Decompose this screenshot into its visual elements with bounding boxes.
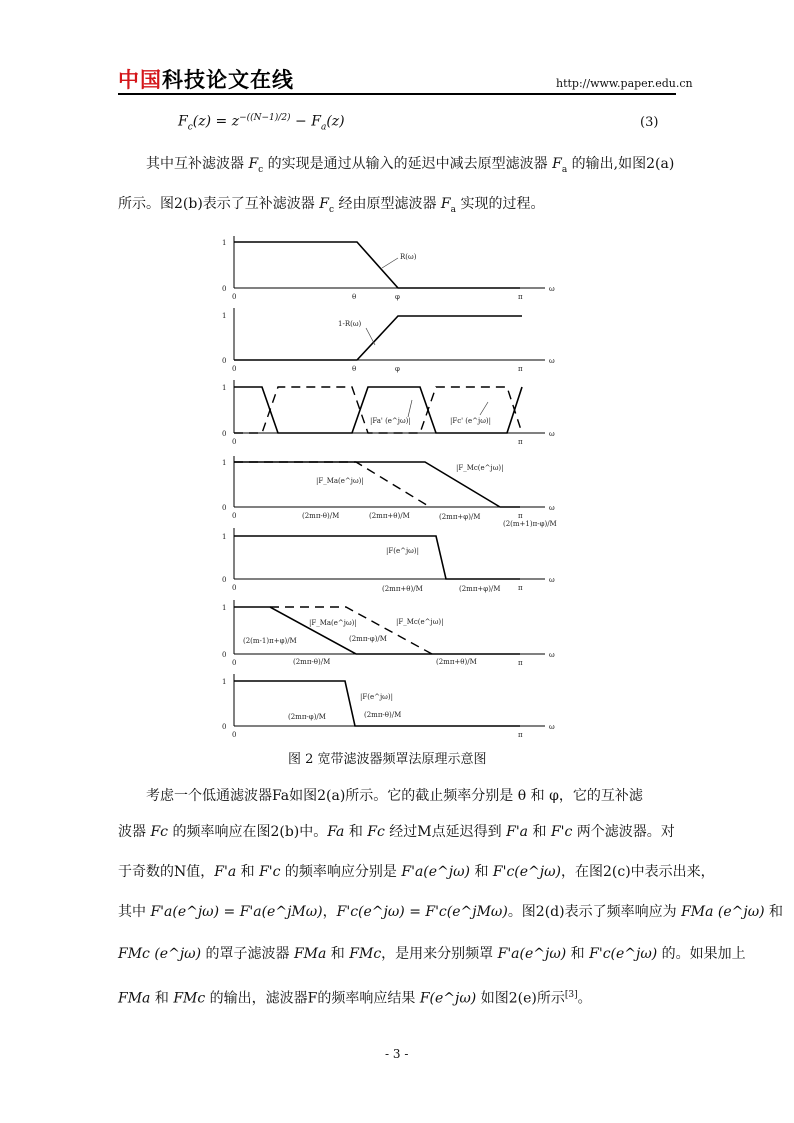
logo-red-text: 中国: [118, 68, 162, 92]
tick-zero: 0: [222, 285, 227, 293]
p2-text: ，在图2(c)中表示出来，: [561, 864, 715, 880]
p2-fmc-e: FMc (e^jω): [118, 946, 202, 962]
panel-f-tick: (2mπ+θ)/M: [436, 658, 477, 666]
tick-pi: π: [518, 731, 523, 739]
tick-pi: π: [518, 512, 523, 520]
panel-b-leader: [366, 328, 375, 345]
axis-omega: ω: [549, 357, 555, 365]
p2-fa-prime: F'a: [214, 864, 237, 880]
p2-text: 经过M点延迟得到: [384, 824, 507, 840]
p2-text: 于奇数的N值，: [118, 864, 215, 880]
p1-text: 实现的过程。: [456, 196, 545, 212]
panel-d-tick: (2mπ-θ)/M: [302, 512, 340, 520]
p2-fa: Fa: [327, 824, 345, 840]
page-number: - 3 -: [385, 1047, 409, 1061]
p2-fa-prime-e: F'a(e^jω): [401, 864, 470, 880]
eq-exp: −((N−1)/2): [239, 113, 291, 123]
tick-phi: φ: [395, 293, 400, 301]
logo-black-text: 科技论文在线: [162, 68, 294, 92]
p2-text: 的频率响应分别是: [280, 864, 402, 880]
axis-omega: ω: [549, 504, 555, 512]
panel-c-leader: [480, 402, 488, 415]
tick-one: 1: [222, 604, 227, 612]
p2-text: 和: [528, 824, 551, 840]
tick-theta: θ: [352, 293, 357, 301]
p2-text: 波器: [118, 824, 151, 840]
p2-text: 和: [326, 946, 350, 962]
eq-arg: (z) = z: [192, 113, 240, 130]
panel-c-leader: [408, 400, 412, 417]
panel-g: [222, 674, 555, 739]
p1-fa-sub: a: [450, 204, 457, 215]
p1-text: 的实现是通过从输入的延迟中减去原型滤波器: [263, 156, 553, 172]
panel-e-tick: (2mπ+θ)/M: [382, 585, 423, 593]
eq-lhs-sub: c: [187, 122, 193, 133]
tick-theta: θ: [352, 365, 357, 373]
panel-a-curve: [234, 242, 520, 288]
p1-fc: F: [319, 196, 329, 212]
p2-text: ，是用来分别频罩: [381, 946, 498, 962]
p1-fc: F: [248, 156, 259, 172]
eq-lhs: F: [178, 113, 188, 130]
panel-d-tick: (2mπ+φ)/M: [439, 513, 481, 521]
p2-fmc: FMc: [349, 946, 382, 962]
figure-caption: 图 2 宽带滤波器频罩法原理示意图: [288, 752, 487, 767]
p2-text: 和: [764, 904, 784, 920]
p2-text: 的频率响应在图2(b)中。: [168, 824, 328, 840]
panel-g-tick: (2mπ-φ)/M: [288, 713, 326, 721]
p2-text: 和: [566, 946, 590, 962]
citation-ref[interactable]: [3]: [564, 990, 578, 1000]
tick-zero: 0: [222, 504, 227, 512]
p2-text: 和: [470, 864, 493, 880]
tick-zero: 0: [222, 723, 227, 731]
tick-zero: 0: [222, 576, 227, 584]
panel-a-label: R(ω): [400, 253, 417, 261]
panel-f-tick: (2mπ-θ)/M: [293, 658, 331, 666]
panel-f-label-c: |F_Mc(e^jω)|: [396, 618, 444, 626]
p1-text: 所示。图2(b)表示了互补滤波器: [118, 196, 320, 212]
tick-one: 1: [222, 239, 227, 247]
tick-pi: π: [518, 659, 523, 667]
p2-text: 其中: [118, 904, 151, 920]
equation-number: (3): [640, 115, 659, 130]
p2-text: 。图2(d)表示了频率响应为: [507, 904, 682, 920]
p1-text: 其中互补滤波器: [146, 156, 249, 172]
tick-x-zero: 0: [232, 365, 237, 373]
p1-fc-sub: c: [258, 164, 264, 175]
panel-b-curve: [234, 316, 522, 360]
p1-text: 的输出,如图2(a): [567, 156, 675, 172]
p2-text: 和: [344, 824, 368, 840]
p2-fma: FMa: [293, 946, 327, 962]
p1-text: 经由原型滤波器: [334, 196, 441, 212]
axis-omega: ω: [549, 576, 555, 584]
panel-d-label-a: |F_Ma(e^jω)|: [316, 477, 364, 485]
panel-d-tick: (2mπ+θ)/M: [369, 512, 410, 520]
p2-fc: Fc: [367, 824, 385, 840]
panel-e-curve: [234, 536, 520, 579]
tick-one: 1: [222, 678, 227, 686]
p2-fc-eq: F'c(e^jω) = F'c(e^jMω): [336, 904, 508, 920]
tick-one: 1: [222, 384, 227, 392]
para2-line1: 考虑一个低通滤波器Fa如图2(a)所示。它的截止频率分别是 θ 和 φ，它的互补滤: [146, 788, 643, 804]
p2-text: 的输出，滤波器F的频率响应结果: [205, 990, 420, 1007]
tick-pi: π: [518, 438, 523, 446]
p1-fc-sub: c: [328, 204, 335, 215]
para2-line2: [118, 823, 678, 841]
tick-pi: π: [518, 584, 523, 592]
panel-d-label-c: |F_Mc(e^jω)|: [456, 464, 504, 472]
p2-fc-prime: F'c: [550, 824, 573, 840]
tick-x-zero: 0: [232, 731, 237, 739]
p1-fa: F: [440, 196, 451, 212]
panel-c-label-c: |Fc' (e^jω)|: [450, 417, 491, 425]
p2-text: 和: [236, 864, 260, 880]
panel-f: [222, 600, 555, 667]
panel-f-tick: (2mπ-φ)/M: [349, 635, 387, 643]
p2-fma-e: FMa (e^jω): [681, 904, 765, 920]
panel-g-tick: (2mπ-θ)/M: [364, 711, 402, 719]
p2-text: 如图2(e)所示: [476, 990, 565, 1007]
panel-f-curve-c: [270, 607, 432, 654]
panel-c: [222, 380, 555, 446]
tick-zero: 0: [222, 651, 227, 659]
p2-fa-prime: F'a: [506, 824, 529, 840]
tick-x-zero: 0: [232, 659, 237, 667]
p1-fa-sub: a: [561, 164, 568, 175]
panel-f-tick: (2(m-1)π+φ)/M: [243, 637, 297, 645]
p2-text: ，: [322, 904, 337, 920]
panel-g-curve: [234, 681, 520, 726]
panel-e-label: |F(e^jω)|: [386, 547, 419, 555]
p1-fa: F: [552, 156, 562, 172]
tick-x-zero: 0: [232, 584, 237, 592]
panel-f-curve-a: [234, 607, 520, 654]
para2-line6: [118, 986, 678, 1008]
tick-x-zero: 0: [232, 293, 237, 301]
panel-c-curve-a: [234, 387, 522, 433]
tick-pi: π: [518, 293, 523, 301]
panel-g-label: |F(e^jω)|: [360, 693, 393, 701]
p2-fa-prime-e: F'a(e^jω): [497, 946, 567, 962]
eq-mid: − F: [290, 113, 321, 130]
axis-omega: ω: [549, 651, 555, 659]
tick-pi: π: [518, 365, 523, 373]
panel-a-leader: [382, 258, 398, 268]
panel-c-label-a: |Fa' (e^jω)|: [370, 417, 411, 425]
panel-f-label-a: |F_Ma(e^jω)|: [309, 619, 357, 627]
p2-text: 两个滤波器。对: [572, 824, 675, 840]
p2-text: 的。如果加上: [657, 946, 746, 962]
p2-fa-eq: F'a(e^jω) = F'a(e^jMω): [150, 904, 323, 920]
para2-line3: [118, 863, 715, 881]
tick-zero: 0: [222, 430, 227, 438]
tick-x-zero: 0: [232, 438, 237, 446]
p2-text: 和: [150, 990, 174, 1007]
p2-fma: FMa: [118, 990, 151, 1007]
tick-one: 1: [222, 533, 227, 541]
tick-one: 1: [222, 459, 227, 467]
p2-fc-prime: F'c: [259, 864, 281, 880]
panel-c-curve-c: [234, 387, 522, 433]
eq-tail: (z): [326, 113, 345, 130]
p2-text: 的罩子滤波器: [201, 946, 294, 962]
axis-omega: ω: [549, 723, 555, 731]
tick-one: 1: [222, 312, 227, 320]
p2-f-e: F(e^jω): [419, 990, 477, 1007]
panel-b-label: 1-R(ω): [338, 320, 362, 328]
para2-line4: [118, 903, 784, 921]
tick-zero: 0: [222, 357, 227, 365]
panel-d-tick: (2(m+1)π-φ)/M: [503, 520, 557, 528]
p2-fc: Fc: [150, 824, 169, 840]
eq-mid-sub: a: [320, 122, 327, 133]
para2-line5: [118, 945, 746, 963]
panel-d: [222, 456, 557, 528]
p2-fc-prime-e: F'c(e^jω): [589, 946, 658, 962]
header-url[interactable]: http://www.paper.edu.cn: [556, 77, 693, 90]
panel-b: [222, 308, 555, 373]
axis-omega: ω: [549, 430, 555, 438]
p2-fc-prime-e: F'c(e^jω): [492, 864, 562, 880]
panel-e-tick: (2mπ+φ)/M: [459, 585, 501, 593]
tick-phi: φ: [395, 365, 400, 373]
tick-x-zero: 0: [232, 512, 237, 520]
p2-text: 。: [577, 990, 592, 1007]
panel-e: [222, 528, 555, 593]
axis-omega: ω: [549, 285, 555, 293]
p2-fmc: FMc: [173, 990, 206, 1007]
panel-a: [222, 236, 555, 301]
